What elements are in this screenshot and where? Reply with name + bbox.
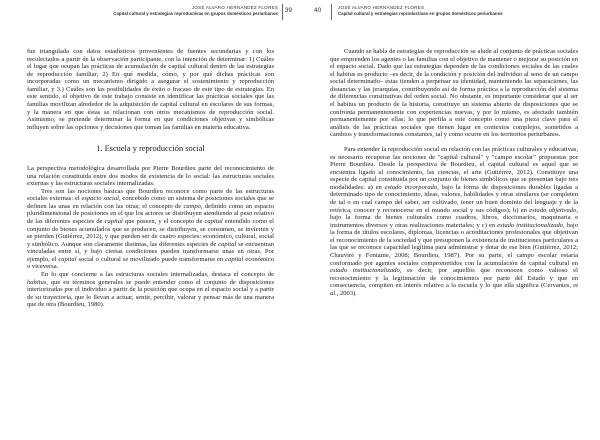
right-page xyxy=(300,0,600,440)
paragraph: En lo que concierne a las estructuras sociales internalizadas, destaca el concepto de habitus, que en términos generales se puede entender como el conjunto de disposiciones interiorizadas por el individuo a partir de la posición que ocupa en el espacio social y a partir de su trayectoria, que lo llevan a actuar, sentir, percibir, valorar y pensar más de una manera que de otra (Bourdieu, 1980). xyxy=(27,271,274,309)
header-journal: Capital cultural y estrategias reproductivas en grupos domésticos periurbanos xyxy=(113,11,278,16)
section-title: 1. Escuela y reproducción social xyxy=(96,144,205,154)
paragraph: La perspectiva metodológica desarrollada por Pierre Bourdieu parte del reconocimiento de una relación constituida entre dos modos de existencia de lo social: las estructuras sociales externas y las estructuras sociales internalizadas. xyxy=(27,164,274,188)
header-author: JOSÉ ALVARO HERNÁNDEZ FLORES xyxy=(338,5,425,10)
page-number: 40 xyxy=(314,7,322,14)
header-author: JOSÉ ALVARO HERNÁNDEZ FLORES xyxy=(191,5,278,10)
page-number: 39 xyxy=(284,7,292,14)
running-header xyxy=(113,5,278,27)
body-text xyxy=(330,48,578,298)
paragraph: Para entender la reproducción social en relación con las prácticas culturales y educativas, es necesario recuperar las nociones de "capital cultural" y "campo escolar" propuestas por Pierre Bourdieu. Desde la perspectiva de Bourdieu, el capital cultural es aquel que se encuentra ligado al conocimiento, las ciencias, el arte (Gutiérrez, 2012). Constituye una especie de capital constituida por un conjunto de bienes simbólicos que se presentan bajo tres modalidades: a) en estado incorporado, bajo la forma de disposiciones durables ligadas a determinado tipo de conocimiento, ideas, valores, habilidades y otras similares (se completen de tal o en cual campo del saber, ser cultivado, tener un buen dominio del lenguaje y de la retórica, conocer y reconocerse en el mundo social y sus códigos); b) en estado objetivado, bajo la forma de bienes culturales como cuadros, libros, diccionarios, maquinaria e instrumentos diversos y otras realizaciones materiales; y c) en estado institucionalizado, bajo la forma de títulos escolares, diplomas, licencias o acreditaciones profesionales que objetivan el reconocimiento de la sociedad y que presuponen la existencia de instituciones particulares a las que se reconoce capacidad legítima para administrar y dotar de ese bien (Gutiérrez, 2012; Chauviré y Fontaine, 2008; Bourdieu, 1987). Por su parte, el campo escolar estaría conformado por agentes sociales comprometidos con la acumulación de capital cultural en estado institucionalizado, es decir, por aquellos que reconocen como valioso el reconocimiento y la legitimación de conocimientos por parte del Estado y que en consecuencia, compiten en interés relativo a la escuela y lo que ella significa (Cervantes, et al., 2003). xyxy=(330,145,579,297)
header-divider xyxy=(282,4,283,20)
paragraph: fue triangulada con datos estadísticos provenientes de fuentes secundarias y con los recolectados a partir de la observación participante, con la intención de determinar: 1) Cuáles el lugar que ocupan las prácticas de acumulación de capital cultural dentro de las estrategias de reproducción familiar, 2) En qué medida, cómo, y por qué dichas prácticas son incorporadas como un mecanismo dirigido a asegurar el sostenimiento y reproducción familiar, y 3.) Cuáles son las posibilidades de éxito o fracaso de este tipo de estrategias. En este sentido, el objetivo de este trabajo consiste en identificar las prácticas sociales que las familias movilizan alrededor de la adquisición de capital cultural en escolares de sus formas, y la manera en que éstas se relacionan con otros mecanismos de reproducción social. Asimismo, se pretende determinar la forma en que condiciones objetivas y simbólicas influyen sobre las opciones y decisiones que toman las familias en materia educativa. xyxy=(27,48,274,131)
running-header xyxy=(338,5,503,27)
header-divider xyxy=(331,4,332,20)
paragraph: Tres son las nociones básicas que Bourdieu reconoce como parte de las estructuras sociales externas: el espacio social, concebido como un sistema de posiciones sociales que se definen las unas en relación con las otras; el concepto de campo, definido como un espacio pluridimensional de posiciones en el que los actores se distribuyen atendiendo al peso relativo de las diferentes especies de capital que poseen, y el concepto de capital entendido como el conjunto de bienes acumulados que se producen, se distribuyen, se consumen, se invierten y se pierden (Gutiérrez, 2012), y que pueden ser de cuatro especies: económico, cultural, social y simbólico. Aunque son claramente distintas, las diferentes especies de capital se encuentran vinculadas entre sí, y bajo ciertas condiciones pueden transformarse unas en otras. Por ejemplo, el capital social o cultural se movilizado puede transformarse en capital económico o viceversa. xyxy=(27,187,275,271)
header-journal: Capital cultural y estrategias reproductivas en grupos domésticos periurbanos xyxy=(338,11,503,16)
paragraph: Cuando se habla de estrategias de reproducción se alude al conjunto de prácticas sociales que emprenden los agentes o las familias con el objetivo de mantener o mejorar su posición en el espacio social. Dado que las estrategias dependen de las condiciones sociales de las cuales el habitus es producto –es decir, de la condición y posición del individuo al seno de un campo social determinado– éstas tienden a perpetuar su identidad, manteniendo las separaciones, las distancias y las jerarquías, contribuyendo así de forma práctica a la reproducción del sistema de diferencias constitutivas del orden social. No obstante, es importante considerar que al ser el habitus un producto de la historia, constituye un sistema abierto de disposiciones que se confronta permanentemente con experiencias nuevas, y por lo mismo, es afectado también permanentemente por ellas; lo que perfila a este concepto como una pieza clave para el análisis de las prácticas sociales que tienen lugar en contextos complejos, sometidos a cambios y transformaciones constantes, tal y como ocurre en los territorios periurbanos. xyxy=(330,48,578,139)
body-text xyxy=(27,48,274,309)
